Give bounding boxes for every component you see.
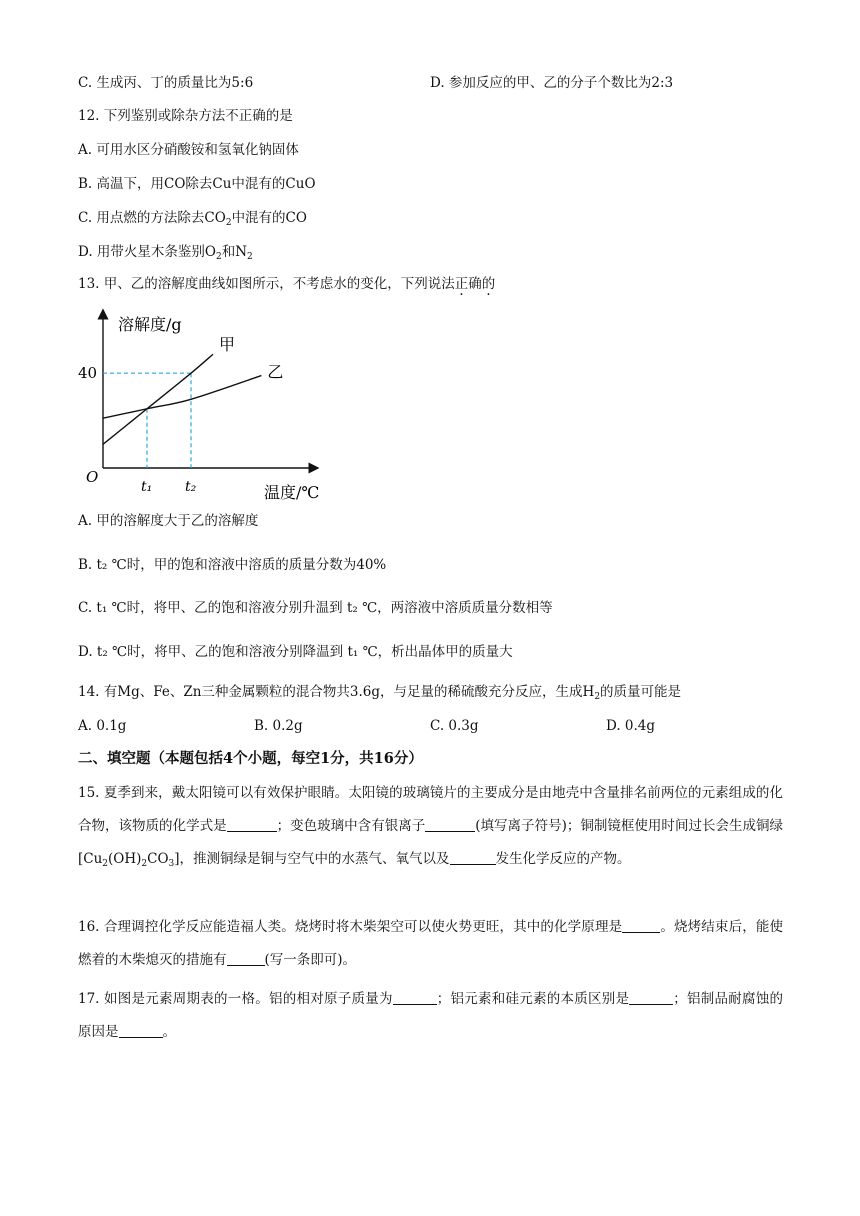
q12-stem: 12. 下列鉴别或除杂方法不正确的是 xyxy=(78,108,293,124)
curve-label-yi: 乙 xyxy=(267,362,284,382)
x-tick-t1: t₁ xyxy=(141,479,153,495)
q14-option-d: D. 0.4g xyxy=(606,718,656,734)
q11-option-d: D. 参加反应的甲、乙的分子个数比为2:3 xyxy=(430,75,674,91)
q13-option-b: B. t₂ ℃时，甲的饱和溶液中溶质的质量分数为40% xyxy=(78,557,387,573)
q15-paragraph: 15. 夏季到来，戴太阳镜可以有效保护眼睛。太阳镜的玻璃镜片的主要成分是由地壳中含量排名前两位的元素组成的化合物，该物质的化学式是 ；变色玻璃中含有银离子 (填写离子符号)；铜制镜框使用时间过长会生成铜绿$[Cu_2(OH)_2CO_3]$，推测铜绿是铜与空气中的水蒸气、氧气以及 发生化学反应的产物。 xyxy=(78,785,784,869)
q13-option-a: A. 甲的溶解度大于乙的溶解度 xyxy=(78,513,259,529)
q13-stem: 13. 甲、乙的溶解度曲线如图所示，不考虑水的变化，下列说法正确的 xyxy=(78,276,496,292)
answer-blank[interactable] xyxy=(119,1023,163,1038)
q12-option-b: B. 高温下，用CO除去Cu中混有的CuO xyxy=(78,176,316,192)
answer-blank[interactable] xyxy=(227,951,265,966)
solubility-curve-yi xyxy=(103,376,261,419)
answer-blank[interactable] xyxy=(629,990,673,1005)
q14-option-b: B. 0.2g xyxy=(254,718,303,734)
answer-blank[interactable] xyxy=(393,990,437,1005)
solubility-curve-jia xyxy=(103,354,213,444)
q12-option-a: A. 可用水区分硝酸铵和氢氧化钠固体 xyxy=(78,142,299,158)
answer-blank[interactable] xyxy=(622,918,660,933)
answer-blank[interactable] xyxy=(450,850,496,865)
x-axis-label: 温度/℃ xyxy=(264,483,320,502)
q13-option-c: C. t₁ ℃时，将甲、乙的饱和溶液分别升温到 t₂ ℃，两溶液中溶质质量分数相等 xyxy=(78,600,553,616)
x-tick-t2: t₂ xyxy=(185,479,197,495)
q13-option-d: D. t₂ ℃时，将甲、乙的饱和溶液分别降温到 t₁ ℃，析出晶体甲的质量大 xyxy=(78,644,513,660)
y-tick-40: 40 xyxy=(78,364,98,382)
q17-paragraph: 17. 如图是元素周期表的一格。铝的相对原子质量为 ；铝元素和硅元素的本质区别是 ；铝制品耐腐蚀的原因是 。 xyxy=(78,991,784,1040)
q11-option-c: C. 生成丙、丁的质量比为5:6 xyxy=(78,75,254,91)
q12-option-c: C. 用点燃的方法除去$CO_2$中混有的CO xyxy=(78,210,307,228)
solubility-curve-chart xyxy=(78,302,338,502)
q12-option-d: D. 用带火星木条鉴别$O_2$和$N_2$ xyxy=(78,244,253,262)
curve-label-jia: 甲 xyxy=(219,335,236,355)
q14-stem: 14. 有Mg、Fe、Zn三种金属颗粒的混合物共3.6g，与足量的稀硫酸充分反应，生成$H_2$的质量可能是 xyxy=(78,684,682,702)
origin-label: O xyxy=(86,468,99,486)
answer-blank[interactable] xyxy=(227,817,277,832)
y-axis-label: 溶解度/g xyxy=(118,315,182,334)
q14-option-c: C. 0.3g xyxy=(430,718,479,734)
answer-blank[interactable] xyxy=(425,817,475,832)
q14-option-a: A. 0.1g xyxy=(78,718,127,734)
section-title: 二、填空题（本题包括4个小题，每空1分，共16分） xyxy=(78,750,423,767)
q16-paragraph: 16. 合理调控化学反应能造福人类。烧烤时将木柴架空可以使火势更旺，其中的化学原理是 。烧烤结束后，能使燃着的木柴熄灭的措施有 (写一条即可)。 xyxy=(78,919,783,968)
